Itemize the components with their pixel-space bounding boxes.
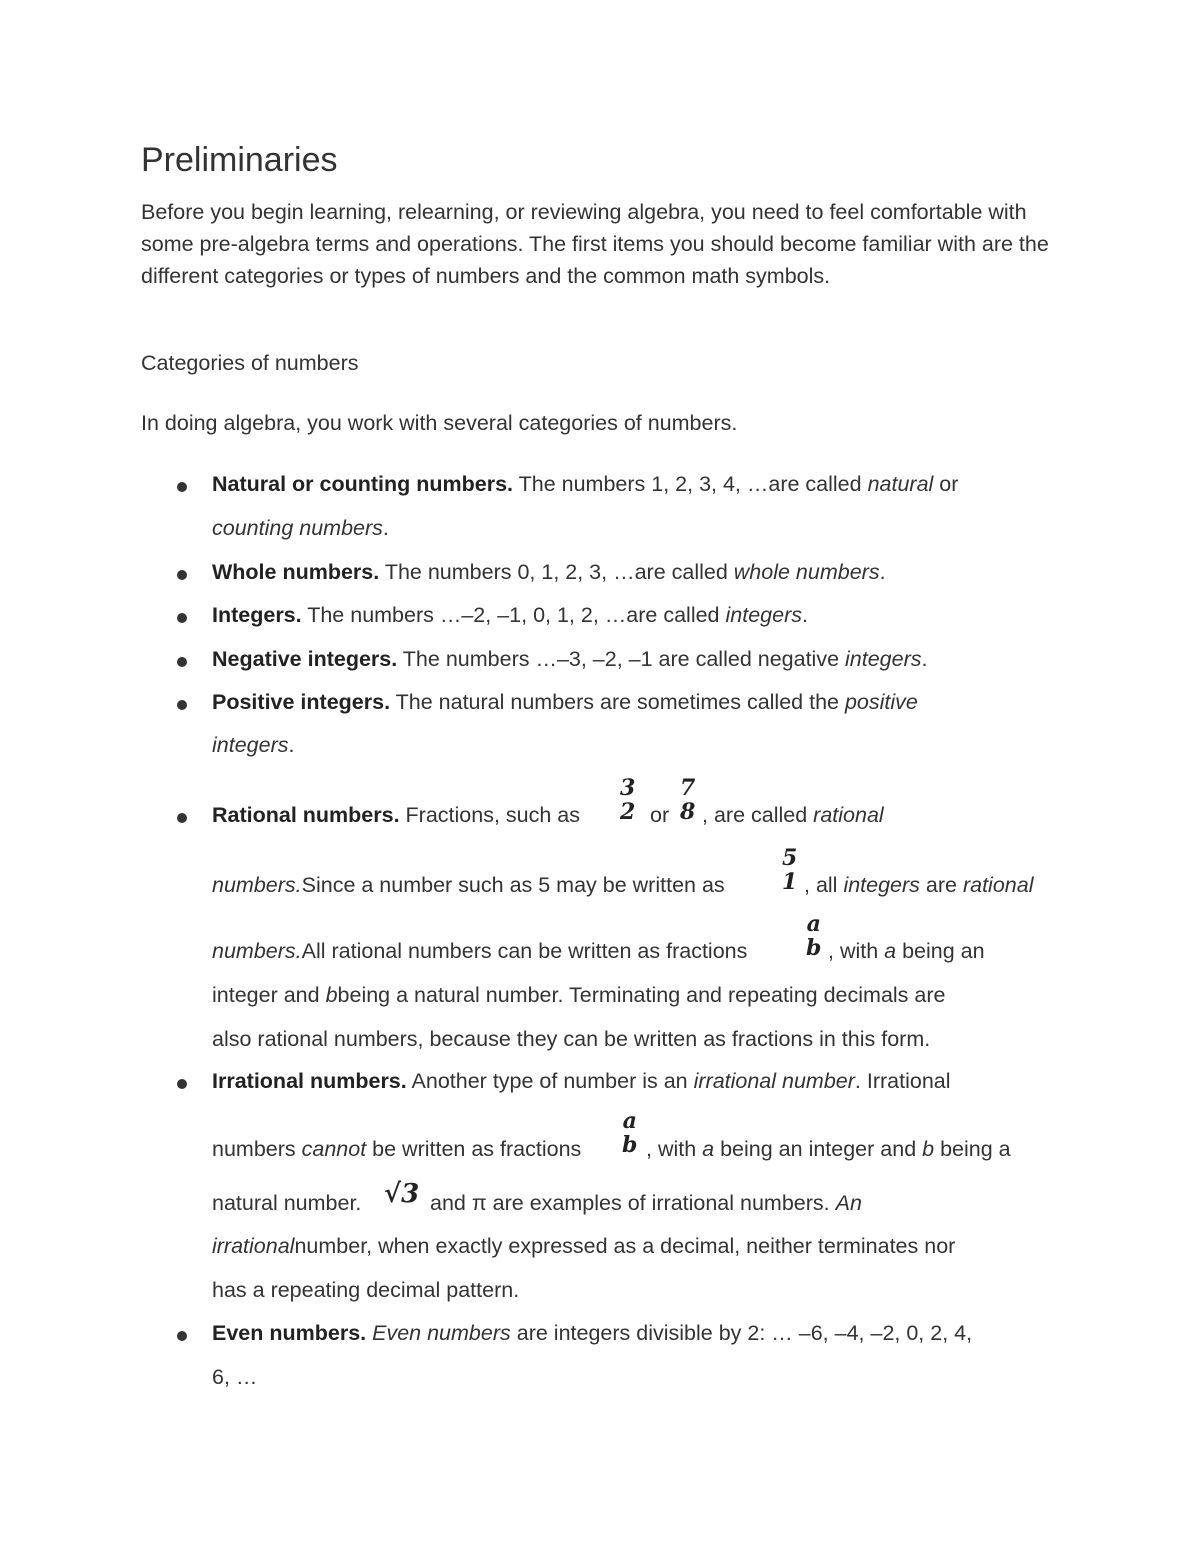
text-line [212,690,918,715]
text: 6, … [212,1365,258,1389]
term: Positive integers. [212,690,391,714]
fraction-a-over-b [622,1109,637,1157]
text-line [212,1365,257,1390]
text-line [212,472,958,497]
text-line [828,939,985,964]
denominator: 8 [680,799,696,825]
emphasis: irrational number [693,1069,855,1093]
text: , with [828,939,885,963]
denominator: 2 [620,799,636,825]
page-title: Preliminaries [141,141,338,179]
text: or [933,472,959,496]
term: Irrational numbers. [212,1069,407,1093]
bullet-icon [177,700,187,710]
text: The natural numbers are sometimes called the [390,690,845,714]
text: integer and [212,983,326,1007]
text-line [804,873,1033,898]
denominator: b [622,1132,638,1158]
emphasis: integers [212,733,289,757]
sqrt-3-symbol: √3 [384,1179,420,1209]
text: being a [934,1137,1011,1161]
text-line [430,1191,862,1216]
emphasis: Even numbers [372,1321,511,1345]
text: has a repeating decimal pattern. [212,1278,520,1302]
text: number, when exactly expressed as a decimal, neither terminates nor [294,1234,956,1258]
text-line [212,939,747,964]
text: be written as fractions [366,1137,582,1161]
text: . [382,516,389,540]
text: The numbers 1, 2, 3, 4, …are called [513,472,868,496]
emphasis: integers [845,647,922,671]
text: or [650,803,670,827]
text: The numbers …–3, –2, –1 are called negative [397,647,846,671]
denominator: 1 [782,869,798,895]
intro-paragraph: Before you begin learning, relearning, or reviewing algebra, you need to feel comfortable with some pre-algebra terms and operations. The first items you should become familiar with are the different categories or types of numbers and the common math symbols. [141,200,1049,288]
text: , all [804,873,844,897]
fraction-a-over-b [806,912,821,960]
text: Another type of number is an [406,1069,694,1093]
bullet-icon [177,1331,187,1341]
text-line [212,1278,519,1303]
section-subheading: Categories of numbers [141,351,359,375]
text-line [212,560,886,585]
text: and π are examples of irrational numbers. [430,1191,836,1215]
text: . [288,733,295,757]
emphasis: rational [962,873,1034,897]
emphasis: a [884,939,897,963]
text-line [212,873,725,898]
lead-paragraph: In doing algebra, you work with several categories of numbers. [141,411,738,435]
fraction-3-over-2 [620,776,635,824]
text-line [212,1321,972,1346]
emphasis: cannot [301,1137,367,1161]
emphasis: b [325,983,338,1007]
term: Rational numbers. [212,803,400,827]
text: . [921,647,928,671]
text: All rational numbers can be written as fractions [301,939,748,963]
text-line [212,1137,581,1162]
text: . [801,603,808,627]
emphasis: irrational [212,1234,295,1258]
emphasis: integers [725,603,802,627]
text: being an integer and [714,1137,923,1161]
text: natural number. [212,1191,362,1215]
text: also rational numbers, because they can be written as fractions in this form. [212,1027,931,1051]
text: Since a number such as 5 may be written as [301,873,725,897]
emphasis: counting numbers [212,516,383,540]
text: being an [896,939,985,963]
text-line [212,1234,955,1259]
text: are [919,873,963,897]
fraction-7-over-8 [680,776,695,824]
text: being a natural number. Terminating and repeating decimals are [337,983,946,1007]
emphasis: natural [867,472,934,496]
emphasis: a [702,1137,715,1161]
emphasis: b [922,1137,935,1161]
text-line [212,803,580,828]
text-line [212,983,945,1008]
fraction-5-over-1 [782,846,797,894]
text: . [879,560,886,584]
emphasis: integers [843,873,920,897]
emphasis: whole numbers [733,560,880,584]
numerator: 7 [680,775,696,801]
text-line [646,1137,1011,1162]
emphasis: numbers. [212,939,302,963]
text: numbers [212,1137,302,1161]
text: , with [646,1137,703,1161]
term: Even numbers. [212,1321,367,1345]
text: The numbers …–2, –1, 0, 1, 2, …are called [301,603,726,627]
text-line [212,1069,951,1094]
term: Whole numbers. [212,560,380,584]
term: Integers. [212,603,302,627]
emphasis: numbers. [212,873,302,897]
bullet-icon [177,613,187,623]
denominator: b [806,935,822,961]
numerator: 5 [782,845,798,871]
emphasis: rational [813,803,884,827]
text: are integers divisible by 2: … –6, –4, –2, 0, 2, 4, [510,1321,973,1345]
bullet-icon [177,570,187,580]
text-line [212,516,389,541]
text-line [650,803,669,828]
bullet-icon [177,1079,187,1089]
bullet-icon [177,482,187,492]
text-line [212,1191,361,1216]
text-line [702,803,884,828]
bullet-icon [177,813,187,823]
text: , are called [702,803,814,827]
text: The numbers 0, 1, 2, 3, …are called [379,560,734,584]
term: Negative integers. [212,647,398,671]
numerator: 3 [620,775,636,801]
text: . Irrational [854,1069,951,1093]
text-line [212,1027,930,1052]
bullet-icon [177,657,187,667]
emphasis: positive [844,690,918,714]
numerator: a [806,911,821,937]
text: Fractions, such as [399,803,580,827]
numerator: a [622,1108,637,1134]
term: Natural or counting numbers. [212,472,514,496]
emphasis: An [835,1191,862,1215]
text-line [212,603,808,628]
text-line [212,647,928,672]
text-line [212,733,294,758]
